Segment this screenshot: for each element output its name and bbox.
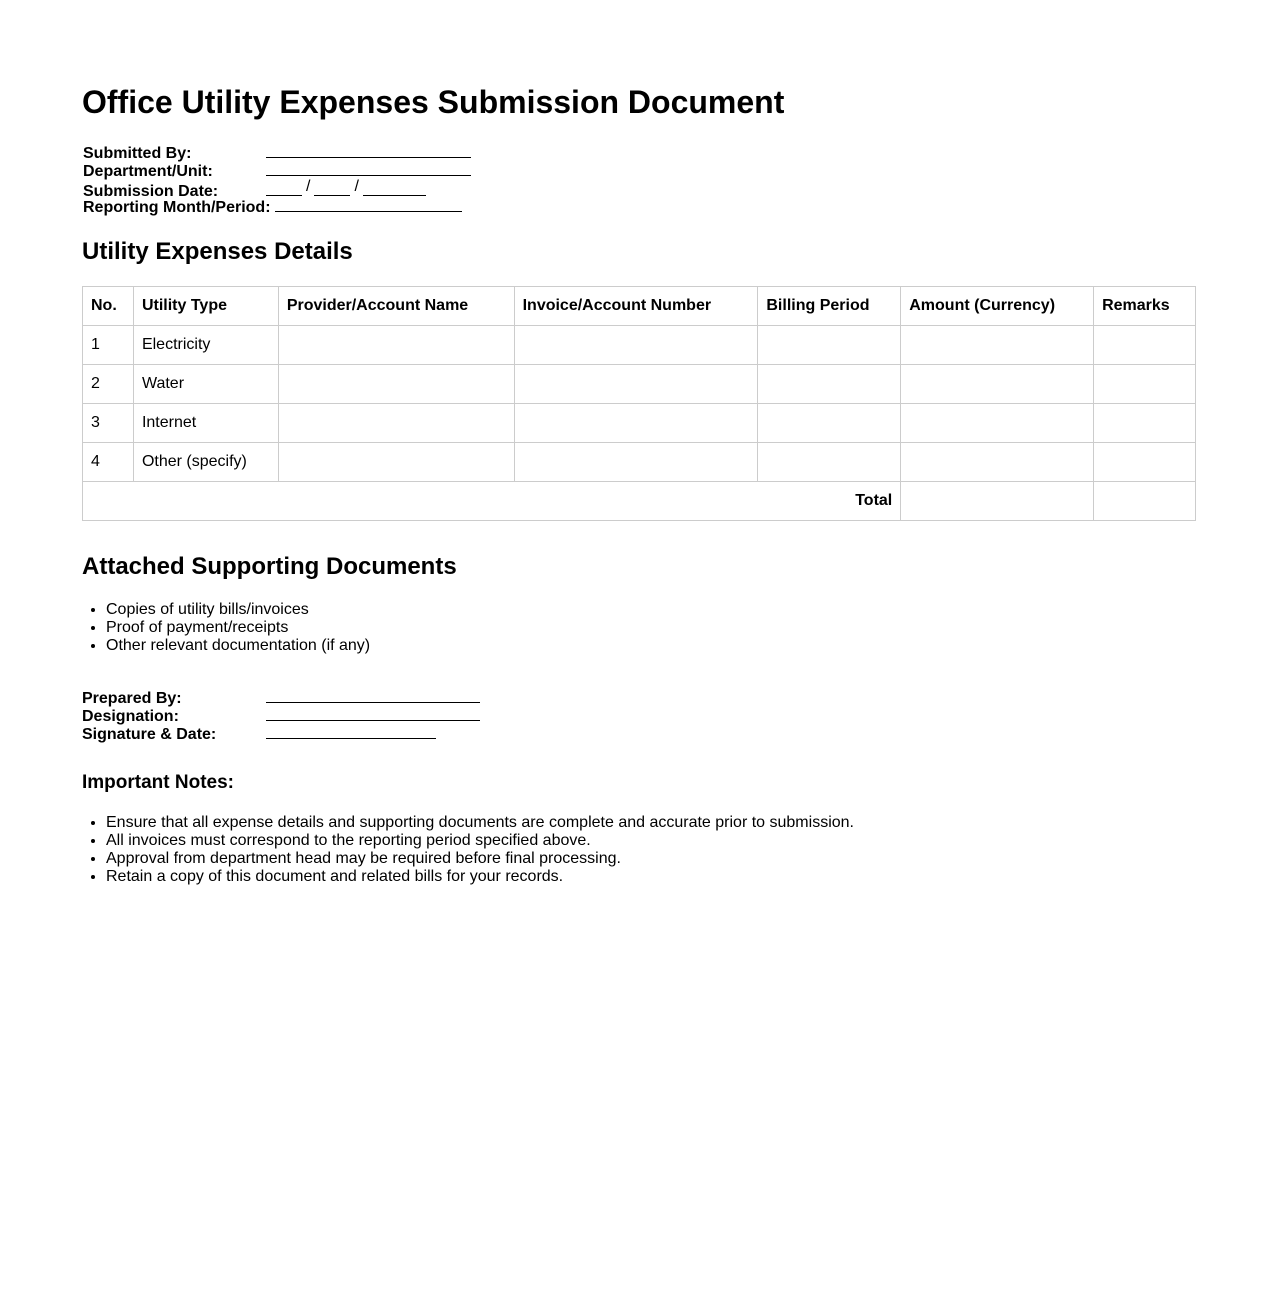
provider-cell[interactable] <box>278 326 514 365</box>
designation-row <box>82 705 480 723</box>
list-item: • All invoices must correspond to the reporting period specified above. <box>106 832 854 850</box>
row-number: 3 <box>83 404 134 443</box>
designation-label: Designation: <box>82 708 179 725</box>
reporting-period-field[interactable] <box>275 196 462 212</box>
table-header-row <box>83 287 1196 326</box>
details-heading: Utility Expenses Details <box>82 238 353 265</box>
date-month-field[interactable] <box>314 180 350 196</box>
reporting-period-row <box>83 196 471 214</box>
utility-type-cell: Electricity <box>133 326 278 365</box>
column-header-no: No. <box>83 287 134 326</box>
utility-type-cell: Other (specify) <box>133 443 278 482</box>
row-number: 4 <box>83 443 134 482</box>
date-year-field[interactable] <box>363 180 426 196</box>
column-header-utility-type: Utility Type <box>133 287 278 326</box>
prepared-by-label: Prepared By: <box>82 690 182 707</box>
remarks-cell[interactable] <box>1094 365 1196 404</box>
utility-expenses-table <box>82 286 1196 521</box>
remarks-cell[interactable] <box>1094 443 1196 482</box>
attachments-heading: Attached Supporting Documents <box>82 553 457 580</box>
total-remarks-cell[interactable] <box>1094 482 1196 521</box>
total-label: Total <box>83 482 901 521</box>
table-row <box>83 365 1196 404</box>
submitted-by-row <box>83 142 471 160</box>
billing-period-cell[interactable] <box>758 365 901 404</box>
provider-cell[interactable] <box>278 404 514 443</box>
reporting-period-label: Reporting Month/Period: <box>83 199 271 216</box>
submission-date-field <box>266 178 426 196</box>
list-item: • Other relevant documentation (if any) <box>106 637 370 655</box>
column-header-billing-period: Billing Period <box>758 287 901 326</box>
billing-period-cell[interactable] <box>758 404 901 443</box>
notes-heading: Important Notes: <box>82 772 234 793</box>
row-number: 1 <box>83 326 134 365</box>
submission-date-label: Submission Date: <box>83 183 219 200</box>
list-item: • Proof of payment/receipts <box>106 619 370 637</box>
amount-cell[interactable] <box>901 326 1094 365</box>
signature-row <box>82 723 480 741</box>
submitted-by-field[interactable] <box>266 142 471 158</box>
column-header-amount: Amount (Currency) <box>901 287 1094 326</box>
utility-type-cell: Water <box>133 365 278 404</box>
prepared-by-row <box>82 687 480 705</box>
table-row <box>83 326 1196 365</box>
date-day-field[interactable] <box>266 180 302 196</box>
total-amount-cell[interactable] <box>901 482 1094 521</box>
signoff-block <box>82 687 480 741</box>
amount-cell[interactable] <box>901 404 1094 443</box>
submitted-by-label: Submitted By: <box>83 145 192 162</box>
list-item: • Retain a copy of this document and related bills for your records. <box>106 868 854 886</box>
signature-field[interactable] <box>266 723 436 739</box>
utility-type-cell: Internet <box>133 404 278 443</box>
department-label: Department/Unit: <box>83 163 213 180</box>
table-row <box>83 443 1196 482</box>
date-separator: / <box>306 178 311 195</box>
billing-period-cell[interactable] <box>758 443 901 482</box>
list-item: • Ensure that all expense details and supporting documents are complete and accurate prior to submission. <box>106 814 854 832</box>
department-row <box>83 160 471 178</box>
remarks-cell[interactable] <box>1094 404 1196 443</box>
submission-info <box>83 142 471 214</box>
signature-label: Signature & Date: <box>82 726 217 743</box>
invoice-cell[interactable] <box>514 404 758 443</box>
billing-period-cell[interactable] <box>758 326 901 365</box>
table-row <box>83 404 1196 443</box>
invoice-cell[interactable] <box>514 326 758 365</box>
department-field[interactable] <box>266 160 471 176</box>
invoice-cell[interactable] <box>514 443 758 482</box>
amount-cell[interactable] <box>901 443 1094 482</box>
amount-cell[interactable] <box>901 365 1094 404</box>
invoice-cell[interactable] <box>514 365 758 404</box>
list-item: • Copies of utility bills/invoices <box>106 601 370 619</box>
row-number: 2 <box>83 365 134 404</box>
submission-date-row <box>83 178 471 200</box>
list-item: • Approval from department head may be required before final processing. <box>106 850 854 868</box>
provider-cell[interactable] <box>278 443 514 482</box>
total-row <box>83 482 1196 521</box>
column-header-provider: Provider/Account Name <box>278 287 514 326</box>
prepared-by-field[interactable] <box>266 687 480 703</box>
date-separator: / <box>354 178 359 195</box>
column-header-invoice: Invoice/Account Number <box>514 287 758 326</box>
attachments-list <box>82 601 370 655</box>
notes-list <box>82 814 854 886</box>
designation-field[interactable] <box>266 705 480 721</box>
provider-cell[interactable] <box>278 365 514 404</box>
document-title: Office Utility Expenses Submission Document <box>82 84 785 120</box>
column-header-remarks: Remarks <box>1094 287 1196 326</box>
remarks-cell[interactable] <box>1094 326 1196 365</box>
